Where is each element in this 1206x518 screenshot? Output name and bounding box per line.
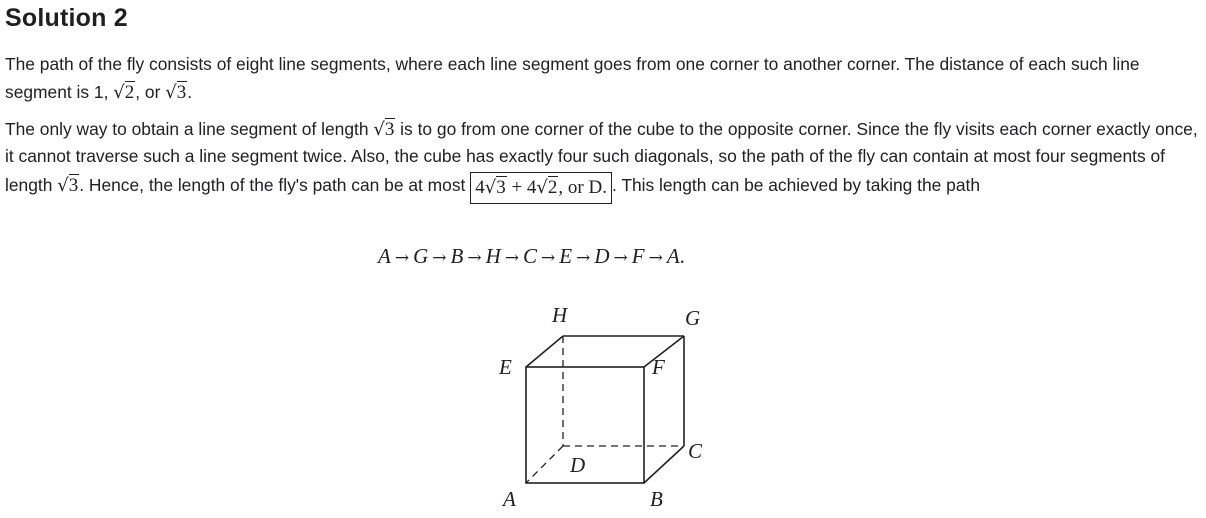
path-vertex: G: [413, 244, 429, 268]
edge-EH: [526, 336, 563, 367]
arrow-icon: →: [432, 248, 447, 268]
arrow-icon: →: [504, 248, 519, 268]
arrow-icon: →: [613, 248, 628, 268]
paragraph-argument: [5, 116, 1201, 202]
path-vertex: B: [450, 244, 464, 268]
p2-text-d: . This length can be achieved by taking the path: [611, 175, 980, 195]
boxed-answer: 4√3 + 4√2, or D.: [470, 172, 612, 204]
sqrt-3: √3: [165, 82, 187, 103]
p1-text-c: .: [187, 82, 193, 102]
arrow-icon: →: [648, 248, 663, 268]
paragraph-segments: [5, 50, 1201, 107]
edge-BC: [644, 446, 684, 483]
fly-path-equation: [378, 244, 685, 269]
label-F: F: [652, 355, 665, 379]
label-E: E: [499, 355, 512, 379]
arrow-icon: →: [467, 248, 482, 268]
label-H: H: [552, 303, 568, 327]
p2-text-c: . Hence, the length of the fly's path can be at most: [79, 175, 466, 195]
label-G: G: [685, 306, 701, 330]
arrow-icon: →: [394, 248, 410, 268]
path-vertex: C: [523, 244, 538, 268]
sqrt-2: √2: [113, 82, 135, 103]
label-C: C: [688, 439, 703, 463]
arrow-icon: →: [576, 248, 591, 268]
sqrt-3-b: √3: [57, 175, 79, 196]
path-vertex: A: [378, 244, 391, 268]
path-vertex: E: [559, 244, 573, 268]
path-vertex: D: [594, 244, 610, 268]
edge-DA: [526, 446, 563, 483]
p1-text-a: The path of the fly consists of eight line segments, where each line segment goes from one corner to another corner. The distance of each such line segment is 1,: [5, 54, 1140, 102]
cube-diagram: [480, 296, 720, 518]
section-heading: Solution 2: [5, 4, 128, 32]
sqrt-3-a: √3: [373, 119, 395, 140]
label-A: A: [503, 487, 516, 511]
path-vertex: A: [666, 244, 680, 268]
label-B: B: [650, 487, 663, 511]
p1-text-b: , or: [135, 82, 161, 102]
path-vertex: H: [485, 244, 501, 268]
path-vertex: F: [631, 244, 645, 268]
p2-text-a: The only way to obtain a line segment of length: [5, 119, 369, 139]
p2-text-b: is to go from one corner of the cube to the opposite corner. Since the fly visits each corner exactly once, it cannot traverse such a line segment twice. Also, the cube has exactly four such diagonals, so the path of the fly can contain at most four segments of length: [5, 119, 1198, 195]
arrow-icon: →: [541, 248, 556, 268]
path-end: .: [679, 244, 685, 268]
label-D: D: [570, 453, 586, 477]
